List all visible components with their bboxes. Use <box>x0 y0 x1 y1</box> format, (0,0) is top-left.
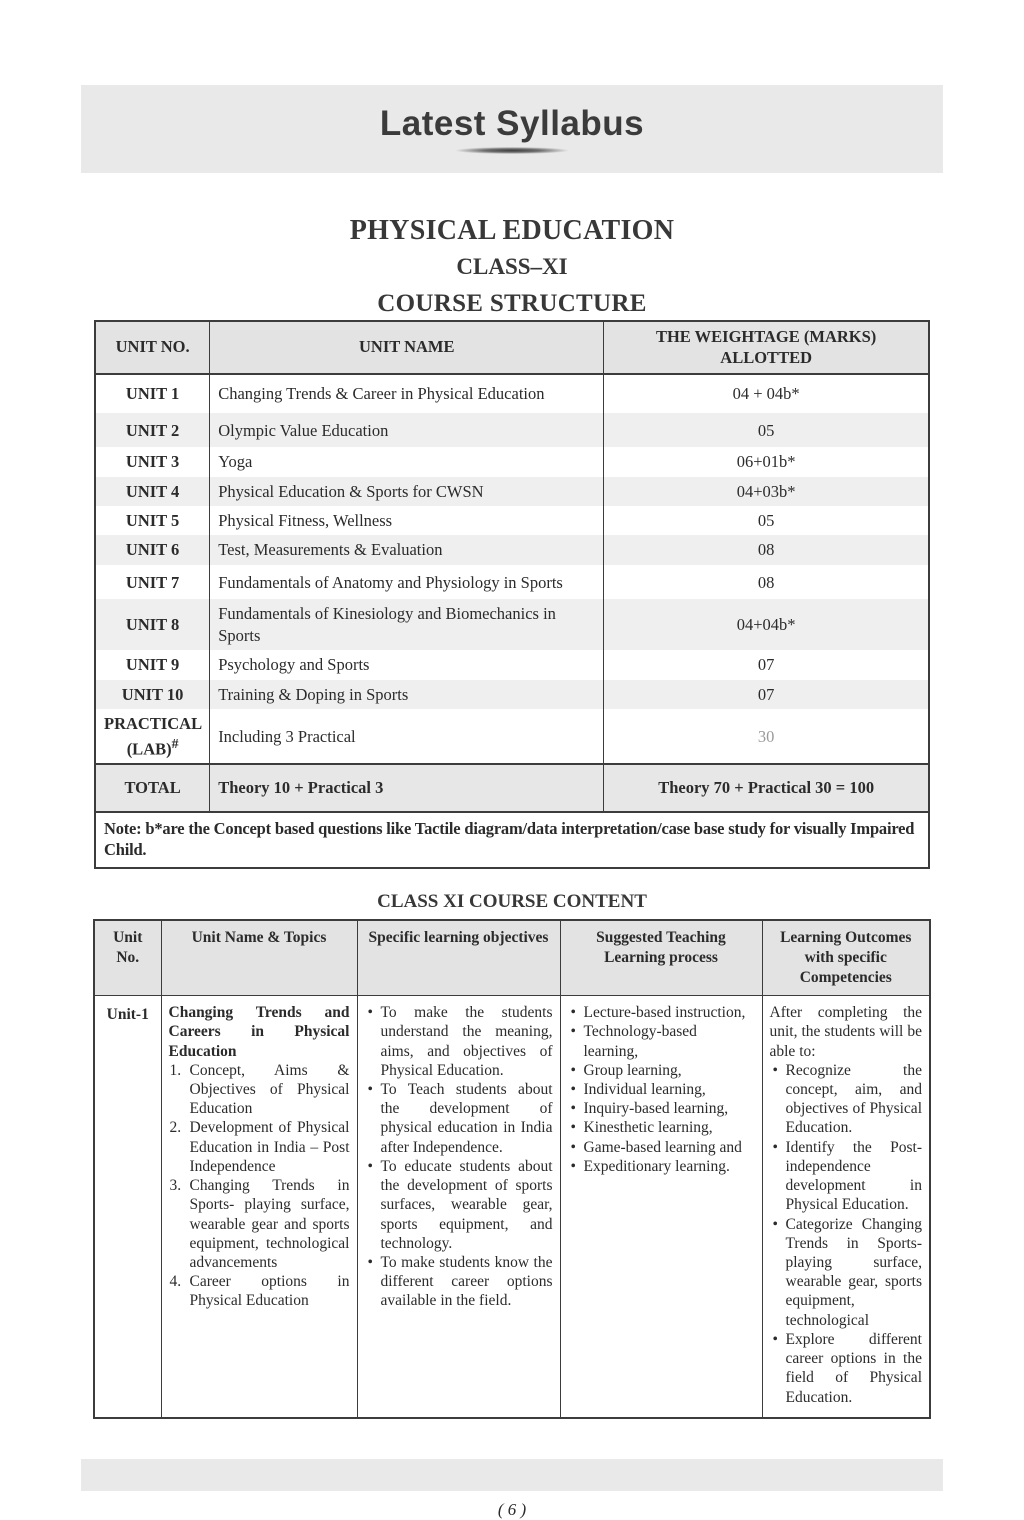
unit-marks-cell: 08 <box>604 565 929 599</box>
topic-item: Career options in Physical Education <box>189 1273 350 1310</box>
content-header-row <box>94 920 930 996</box>
total-row <box>95 764 929 811</box>
unit-name-cell: Olympic Value Education <box>210 413 604 447</box>
table-row <box>95 680 929 709</box>
unit-no-cell <box>95 709 210 764</box>
content-row-unit-1 <box>94 996 930 1418</box>
course-content-heading: CLASS XI COURSE CONTENT <box>377 890 647 912</box>
page-banner <box>81 85 943 173</box>
unit-marks-cell: 04 + 04b* <box>604 374 929 412</box>
teaching-process-cell <box>560 996 762 1418</box>
objective-item: • To Teach students about the development of physical education in India after Independence. <box>365 1080 553 1157</box>
teaching-item: • Inquiry-based learning, <box>568 1099 755 1118</box>
unit-marks-cell: 05 <box>604 506 929 535</box>
document-titles <box>0 215 1024 318</box>
objectives-list <box>365 1003 553 1311</box>
table-row-practical <box>95 709 929 764</box>
unit-no-cell: UNIT 9 <box>125 655 180 675</box>
note-row <box>95 812 929 868</box>
unit-marks-cell <box>604 709 929 764</box>
objective-item: • To make the students understand the meaning, aims, and objectives of Physical Education. <box>365 1003 553 1080</box>
teaching-item: • Technology-based learning, <box>568 1022 755 1060</box>
teaching-item: • Individual learning, <box>568 1080 755 1099</box>
table-row <box>95 535 929 564</box>
teaching-item: • Expeditionary learning. <box>568 1157 755 1176</box>
header-learning-outcomes: Learning Outcomes with specific Competencies <box>762 920 930 996</box>
practical-marks: 30 <box>757 726 775 746</box>
table-row <box>95 413 929 447</box>
unit-no-cell: UNIT 6 <box>125 540 180 560</box>
unit-name-cell: Training & Doping in Sports <box>210 680 604 709</box>
unit-no-cell: UNIT 10 <box>121 684 184 704</box>
banner-title: Latest Syllabus <box>379 104 645 143</box>
practical-label: PRACTICAL (LAB) <box>104 714 203 758</box>
unit-name-cell: Changing Trends & Career in Physical Education <box>210 374 604 412</box>
unit-name-cell: Including 3 Practical <box>210 709 604 764</box>
outcomes-list <box>770 1061 923 1407</box>
unit-no-cell: UNIT 5 <box>125 511 180 530</box>
class-title: CLASS–XI <box>456 254 568 279</box>
table-row <box>95 447 929 476</box>
unit-name-cell: Yoga <box>210 447 604 476</box>
unit-name-cell: Fundamentals of Anatomy and Physiology in Sports <box>210 565 604 599</box>
unit-name-cell: Test, Measurements & Evaluation <box>210 535 604 564</box>
outcome-item: • Recognize the concept, aim, and objectives of Physical Education. <box>770 1061 923 1138</box>
topics-cell <box>161 996 357 1418</box>
note-text: Note: b*are the Concept based questions like Tactile diagram/data interpretation/case base study for visually Impaired Child. <box>95 812 929 868</box>
header-teaching-process: Suggested Teaching Learning process <box>560 920 762 996</box>
objective-item: • To make students know the different career options available in the field. <box>365 1253 553 1311</box>
unit-marks-cell: 04+04b* <box>604 599 929 650</box>
topics-list <box>169 1061 350 1311</box>
unit-no-cell: UNIT 1 <box>125 384 180 404</box>
header-weightage-line1: THE WEIGHTAGE (MARKS) <box>655 327 877 346</box>
objective-item: • To educate students about the development of sports surfaces, wearable gear, sports equipment, and technology. <box>365 1157 553 1253</box>
unit-name-cell: Physical Fitness, Wellness <box>210 506 604 535</box>
course-structure-table <box>94 320 930 869</box>
subject-title: PHYSICAL EDUCATION <box>349 215 675 246</box>
section-title: COURSE STRUCTURE <box>377 290 647 317</box>
table-row <box>95 565 929 599</box>
table-row <box>95 506 929 535</box>
topic-item: Development of Physical Education in India – Post Independence <box>189 1119 350 1175</box>
unit-no-cell: UNIT 7 <box>125 572 180 592</box>
header-weightage-line2: ALLOTTED <box>720 347 812 367</box>
unit-marks-cell: 06+01b* <box>604 447 929 476</box>
unit-marks-cell: 07 <box>604 650 929 679</box>
header-unit-no: Unit No. <box>94 920 161 996</box>
table-row <box>95 374 929 412</box>
table-row <box>95 599 929 650</box>
total-label-cell: TOTAL <box>124 778 181 798</box>
teaching-item: • Lecture-based instruction, <box>568 1003 755 1022</box>
unit-marks-cell: 08 <box>604 535 929 564</box>
outcome-item: • Explore different career options in the field of Physical Education. <box>770 1330 923 1407</box>
footer-bar <box>81 1459 943 1491</box>
practical-hash-sup: # <box>171 735 179 751</box>
unit-name-cell: Physical Education & Sports for CWSN <box>210 477 604 506</box>
course-content-table <box>93 919 931 1419</box>
table-row <box>95 650 929 679</box>
topic-title: Changing Trends and Careers in Physical Education <box>168 1004 350 1060</box>
unit-marks-cell: 05 <box>604 413 929 447</box>
unit-marks-cell: 07 <box>604 680 929 709</box>
teaching-item: • Group learning, <box>568 1061 755 1080</box>
topic-item: Changing Trends in Sports- playing surface, wearable gear and sports equipment, technological advancements <box>189 1177 350 1272</box>
teaching-item: • Kinesthetic learning, <box>568 1118 755 1137</box>
header-unit-name-topics: Unit Name & Topics <box>161 920 357 996</box>
unit-name-cell: Fundamentals of Kinesiology and Biomechanics in Sports <box>210 599 604 650</box>
unit-no-cell: UNIT 8 <box>125 615 180 635</box>
header-unit-no: UNIT NO. <box>95 321 210 374</box>
header-unit-name: UNIT NAME <box>210 321 604 374</box>
total-name-cell: Theory 10 + Practical 3 <box>210 764 604 811</box>
table-row <box>95 477 929 506</box>
teaching-item: • Game-based learning and <box>568 1138 755 1157</box>
header-weightage <box>604 321 929 374</box>
outcomes-intro: After completing the unit, the students will be able to: <box>769 1004 922 1060</box>
structure-header-row <box>95 321 929 374</box>
unit-no-cell: UNIT 2 <box>125 420 180 440</box>
unit-number-cell: Unit-1 <box>94 996 161 1418</box>
outcomes-cell <box>762 996 930 1418</box>
topic-item: Concept, Aims & Objectives of Physical Education <box>189 1061 350 1118</box>
unit-marks-cell: 04+03b* <box>604 477 929 506</box>
unit-name-cell: Psychology and Sports <box>210 650 604 679</box>
unit-no-cell: UNIT 4 <box>125 481 180 501</box>
header-learning-objectives: Specific learning objectives <box>357 920 560 996</box>
outcome-item: • Categorize Changing Trends in Sports- playing surface, wearable gear, sports equipment, technological <box>770 1215 923 1330</box>
outcome-item: • Identify the Post-independence development in Physical Education. <box>770 1138 923 1215</box>
unit-no-cell: UNIT 3 <box>125 452 180 472</box>
total-marks-cell: Theory 70 + Practical 30 = 100 <box>604 764 929 811</box>
objectives-cell <box>357 996 560 1418</box>
teaching-list <box>568 1003 755 1176</box>
banner-underline-decoration <box>456 147 568 154</box>
page-number: ( 6 ) <box>497 1499 527 1519</box>
